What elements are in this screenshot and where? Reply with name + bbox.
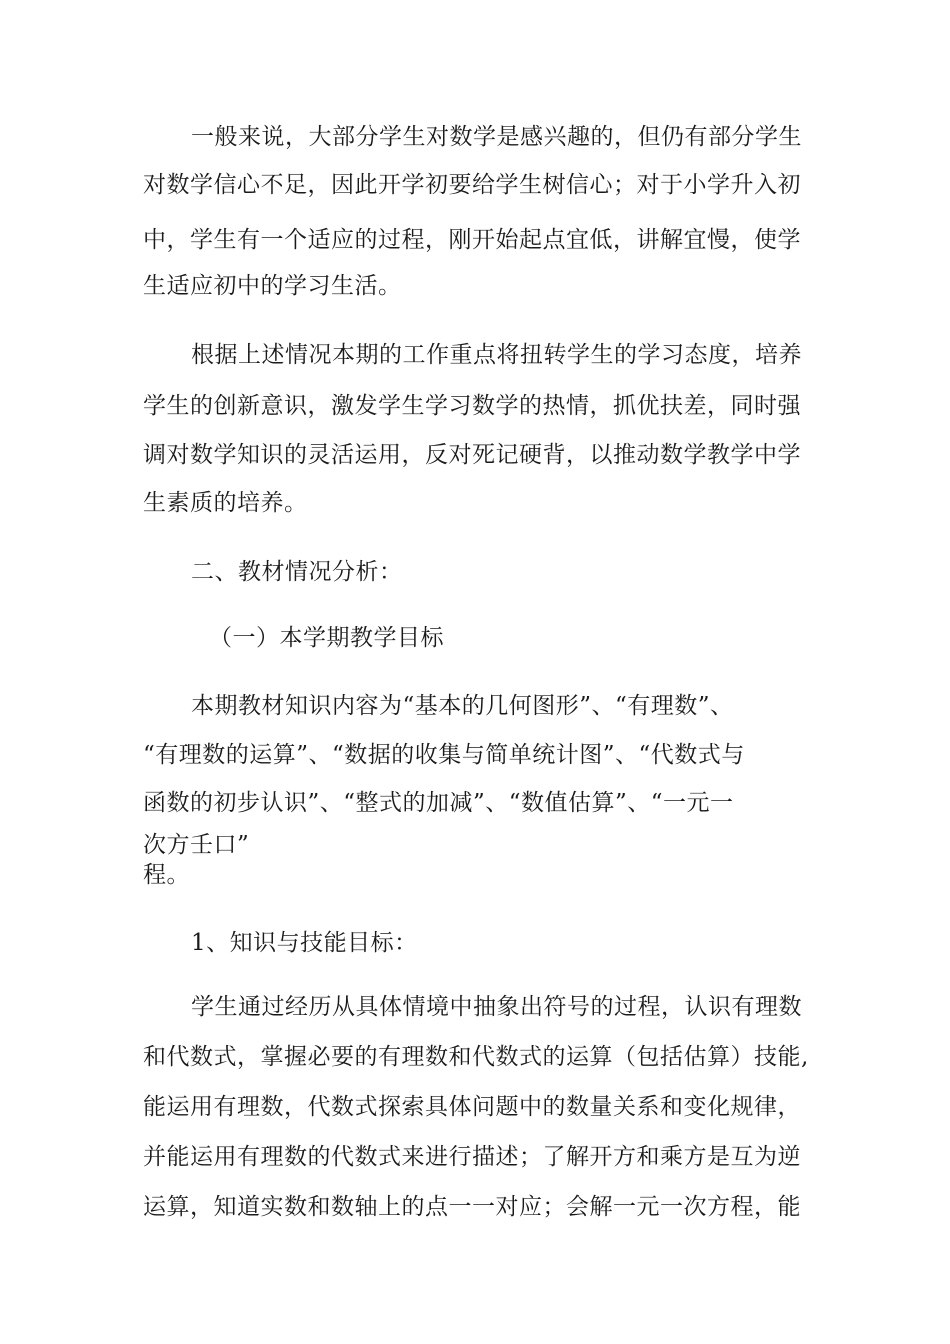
paragraph-line: 对数学信心不足，因此开学初要给学生树信心；对于小学升入初 [143, 172, 801, 198]
paragraph-line: 学生通过经历从具体情境中抽象出符号的过程，认识有理数 [191, 994, 802, 1020]
paragraph-line: 生素质的培养。 [143, 490, 308, 516]
paragraph-line: “有理数的运算”、“数据的收集与简单统计图”、“代数式与 [143, 742, 745, 768]
paragraph-line: 调对数学知识的灵活运用，反对死记硬背，以推动数学教学中学 [143, 442, 801, 468]
paragraph-line: 本期教材知识内容为“基本的几何图形”、“有理数”、 [191, 693, 734, 719]
paragraph-line: 生适应初中的学习生活。 [143, 273, 402, 299]
paragraph-line: 并能运用有理数的代数式来进行描述；了解开方和乘方是互为逆 [143, 1144, 801, 1170]
paragraph-line: 一般来说，大部分学生对数学是感兴趣的，但仍有部分学生 [191, 124, 802, 150]
section-heading: 二、教材情况分析： [191, 559, 403, 585]
paragraph-line: 根据上述情况本期的工作重点将扭转学生的学习态度，培养 [191, 342, 802, 368]
paragraph-line: 函数的初步认识”、“整式的加减”、“数值估算”、“一元一 [143, 790, 734, 816]
subsection-heading: （一）本学期教学目标 [209, 625, 444, 651]
paragraph-line: 和代数式，掌握必要的有理数和代数式的运算（包括估算）技能, [143, 1044, 809, 1070]
paragraph-line: 次方壬口” [143, 832, 250, 858]
paragraph-line: 运算，知道实数和数轴上的点一一对应；会解一元一次方程，能 [143, 1194, 801, 1220]
paragraph-line: 能运用有理数，代数式探索具体问题中的数量关系和变化规律， [143, 1094, 801, 1120]
goal-heading: 1、知识与技能目标： [191, 930, 418, 956]
paragraph-line: 学生的创新意识，激发学生学习数学的热情，抓优扶差，同时强 [143, 393, 801, 419]
paragraph-line: 中，学生有一个适应的过程，刚开始起点宜低，讲解宜慢，使学 [143, 227, 801, 253]
paragraph-line: 程。 [143, 862, 190, 888]
